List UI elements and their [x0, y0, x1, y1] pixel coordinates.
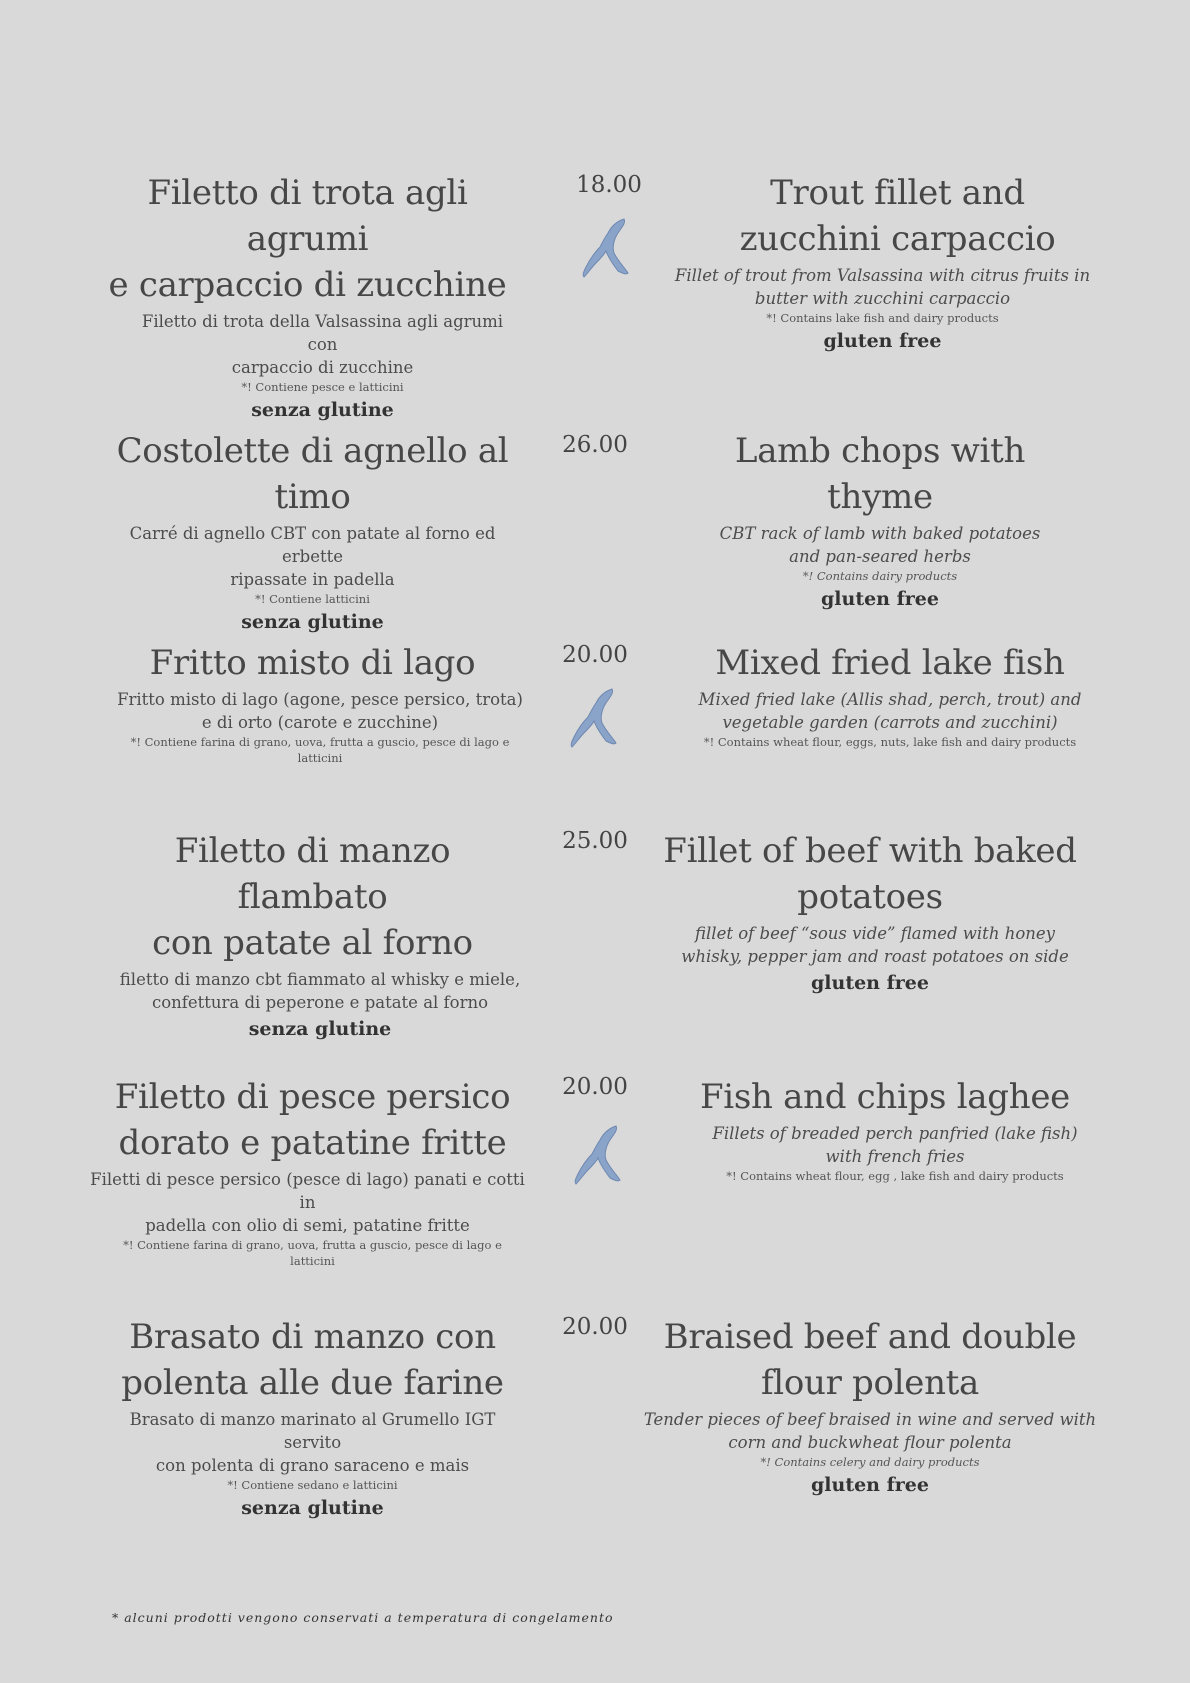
price: 20.00 — [562, 642, 628, 668]
freezing-footnote: * alcuni prodotti vengono conservati a temperatura di congelamento — [112, 1610, 614, 1625]
allergen-note-it: *! Contiene farina di grano, uova, frutta a guscio, pesce di lago e latticini — [130, 735, 510, 765]
dish-desc-en: Mixed fried lake (Allis shad, perch, trout) and vegetable garden (carrots and zucchini) — [698, 690, 1082, 732]
dish-title-it: Filetto di trota agli agrumi e carpaccio di zucchine — [108, 173, 507, 305]
english-column — [680, 428, 1080, 612]
dish-title-it: Filetto di manzo flambato con patate al forno — [152, 831, 473, 963]
english-column — [680, 640, 1100, 750]
allergen-note-it: *! Contiene farina di grano, uova, frutta a guscio, pesce di lago e latticini — [123, 1238, 502, 1268]
price: 25.00 — [562, 828, 628, 854]
italian-column — [100, 1314, 525, 1521]
dish-title-en: Fish and chips laghee — [700, 1077, 1070, 1117]
price: 20.00 — [562, 1314, 628, 1340]
gluten-free-it: senza glutine — [251, 399, 394, 421]
dish-desc-en: Tender pieces of beef braised in wine and served with corn and buckwheat flour polenta — [643, 1410, 1097, 1452]
english-column — [660, 828, 1080, 996]
dish-title-en: Trout fillet and zucchini carpaccio — [739, 173, 1056, 259]
dish-title-en: Lamb chops with thyme — [734, 431, 1026, 517]
dish-desc-en: Fillets of breaded perch panfried (lake fish) with french fries — [712, 1124, 1078, 1166]
lake-como-icon — [570, 1122, 626, 1188]
dish-desc-it: Carré di agnello CBT con patate al forno ed erbette ripassate in padella — [129, 524, 496, 589]
allergen-note-en: *! Contains wheat flour, eggs, nuts, lake fish and dairy products — [703, 735, 1077, 749]
dish-title-it: Brasato di manzo con polenta alle due farine — [121, 1317, 504, 1403]
gluten-free-en: gluten free — [823, 330, 942, 352]
price: 26.00 — [562, 432, 628, 458]
english-column — [680, 1074, 1090, 1184]
dish-title-it: Fritto misto di lago — [149, 643, 476, 683]
dish-title-en: Mixed fried lake fish — [715, 643, 1065, 683]
gluten-free-it: senza glutine — [241, 1497, 384, 1519]
dish-desc-it: Filetto di trota della Valsassina agli agrumi con carpaccio di zucchine — [141, 312, 504, 377]
english-column — [674, 170, 1095, 354]
gluten-free-it: senza glutine — [248, 1018, 392, 1040]
dish-title-it: Filetto di pesce persico dorato e patatine fritte — [114, 1077, 511, 1163]
gluten-free-en: gluten free — [821, 588, 939, 610]
allergen-note-it: *! Contiene sedano e latticini — [227, 1478, 398, 1492]
italian-column — [90, 1074, 525, 1269]
price: 20.00 — [562, 1074, 628, 1100]
allergen-note-en: *! Contains celery and dairy products — [760, 1455, 980, 1469]
price: 18.00 — [576, 172, 642, 198]
allergen-note-en: *! Contains dairy products — [802, 569, 958, 583]
dish-title-en: Fillet of beef with baked potatoes — [663, 831, 1077, 917]
dish-title-en: Braised beef and double flour polenta — [663, 1317, 1077, 1403]
italian-column — [100, 828, 525, 1042]
allergen-note-it: *! Contiene pesce e latticini — [241, 380, 404, 394]
gluten-free-en: gluten free — [811, 972, 929, 994]
gluten-free-it: senza glutine — [241, 611, 384, 633]
lake-como-icon — [566, 685, 622, 751]
italian-column — [95, 170, 520, 423]
allergen-note-en: *! Contains lake fish and dairy products — [766, 311, 999, 325]
dish-desc-it: Brasato di manzo marinato al Grumello IGT servito con polenta di grano saraceno e mais — [129, 1410, 496, 1475]
dish-desc-en: CBT rack of lamb with baked potatoes and pan-seared herbs — [719, 524, 1041, 566]
gluten-free-en: gluten free — [811, 1474, 929, 1496]
dish-desc-en: fillet of beef “sous vide” flamed with honey whisky, pepper jam and roast potatoes on side — [681, 924, 1069, 966]
italian-column — [100, 640, 525, 766]
dish-desc-it: Fritto misto di lago (agone, pesce persico, trota) e di orto (carote e zucchine) — [117, 690, 523, 732]
english-column — [643, 1314, 1097, 1498]
allergen-note-en: *! Contains wheat flour, egg , lake fish and dairy products — [726, 1169, 1064, 1183]
dish-desc-en: Fillet of trout from Valsassina with citrus fruits in butter with zucchini carpaccio — [674, 266, 1091, 308]
dish-desc-it: filetto di manzo cbt fiammato al whisky e miele, confettura di peperone e patate al forno — [119, 970, 521, 1012]
allergen-note-it: *! Contiene latticini — [255, 592, 370, 606]
italian-column — [100, 428, 525, 635]
lake-como-icon — [578, 215, 634, 281]
dish-desc-it: Filetti di pesce persico (pesce di lago) panati e cotti in padella con olio di semi, patatine fritte — [90, 1170, 525, 1235]
dish-title-it: Costolette di agnello al timo — [116, 431, 509, 517]
